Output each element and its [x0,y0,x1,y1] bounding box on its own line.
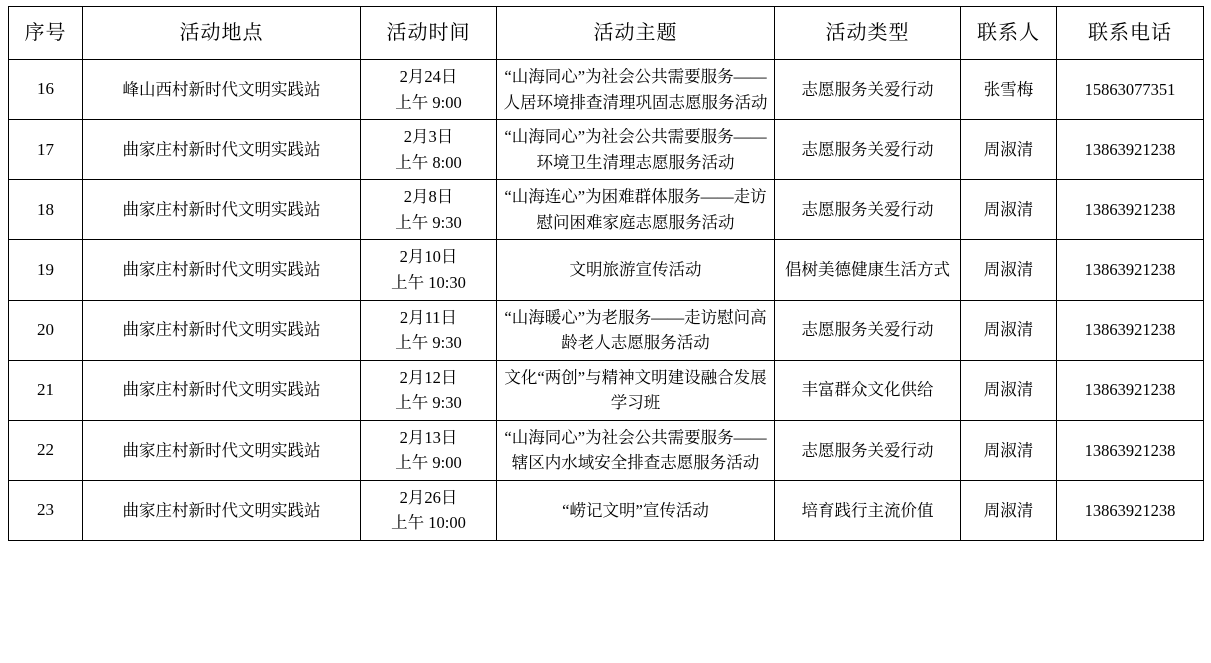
cell-time-date: 2月12日 [399,367,458,387]
cell-time-clock: 上午 10:00 [391,513,466,533]
activity-schedule-table [8,6,1204,541]
table-row [9,120,1204,180]
cell-contact: 周淑清 [961,360,1057,420]
cell-type: 倡树美德健康生活方式 [775,240,961,300]
cell-phone: 13863921238 [1057,300,1204,360]
cell-time-date: 2月11日 [399,307,458,327]
cell-theme: “山海同心”为社会公共需要服务——辖区内水域安全排查志愿服务活动 [497,420,775,480]
cell-type: 志愿服务关爱行动 [775,180,961,240]
cell-phone: 15863077351 [1057,60,1204,120]
cell-time-date: 2月24日 [399,67,458,86]
cell-contact: 周淑清 [961,120,1057,180]
cell-time-date: 2月3日 [403,127,454,147]
cell-place: 曲家庄村新时代文明实践站 [83,360,361,420]
column-header-type: 活动类型 [775,7,961,60]
cell-time-clock: 上午 10:30 [391,272,466,292]
table-row [9,240,1204,300]
cell-theme: “崂记文明”宣传活动 [497,480,775,540]
table-row [9,300,1204,360]
cell-index: 22 [9,420,83,480]
table-header [9,7,1204,60]
column-header-place: 活动地点 [83,7,361,60]
cell-place: 曲家庄村新时代文明实践站 [83,240,361,300]
cell-time [361,240,497,300]
cell-place: 曲家庄村新时代文明实践站 [83,420,361,480]
cell-time-date: 2月26日 [399,487,458,507]
cell-time-clock: 上午 9:30 [395,333,462,353]
cell-index: 21 [9,360,83,420]
cell-type: 志愿服务关爱行动 [775,420,961,480]
table-header-row [9,7,1204,60]
cell-index: 19 [9,240,83,300]
cell-place: 曲家庄村新时代文明实践站 [83,300,361,360]
cell-contact: 周淑清 [961,240,1057,300]
cell-theme: “山海同心”为社会公共需要服务——人居环境排查清理巩固志愿服务活动 [497,60,775,120]
cell-contact: 周淑清 [961,480,1057,540]
cell-place: 曲家庄村新时代文明实践站 [83,480,361,540]
cell-time [361,180,497,240]
table-row [9,420,1204,480]
cell-phone: 13863921238 [1057,420,1204,480]
cell-index: 20 [9,300,83,360]
cell-place: 峰山西村新时代文明实践站 [83,60,361,120]
cell-theme: 文化“两创”与精神文明建设融合发展学习班 [497,360,775,420]
cell-type: 丰富群众文化供给 [775,360,961,420]
cell-time [361,420,497,480]
cell-phone: 13863921238 [1057,240,1204,300]
table-row [9,360,1204,420]
cell-type: 志愿服务关爱行动 [775,60,961,120]
cell-time-date: 2月13日 [399,427,458,447]
cell-phone: 13863921238 [1057,480,1204,540]
cell-index: 23 [9,480,83,540]
cell-theme: 文明旅游宣传活动 [497,240,775,300]
cell-index: 17 [9,120,83,180]
cell-index: 16 [9,60,83,120]
column-header-theme: 活动主题 [497,7,775,60]
cell-contact: 周淑清 [961,300,1057,360]
cell-time-clock: 上午 9:00 [395,453,462,473]
cell-contact: 张雪梅 [961,60,1057,120]
table-row [9,60,1204,120]
cell-time [361,480,497,540]
cell-theme: “山海连心”为困难群体服务——走访慰问困难家庭志愿服务活动 [497,180,775,240]
cell-time-clock: 上午 8:00 [395,152,462,172]
cell-phone: 13863921238 [1057,120,1204,180]
cell-type: 志愿服务关爱行动 [775,120,961,180]
cell-theme: “山海暖心”为老服务——走访慰问高龄老人志愿服务活动 [497,300,775,360]
cell-type: 培育践行主流价值 [775,480,961,540]
cell-time-date: 2月8日 [403,187,454,207]
table-row [9,180,1204,240]
cell-time-clock: 上午 9:30 [395,212,462,232]
cell-index: 18 [9,180,83,240]
cell-contact: 周淑清 [961,420,1057,480]
cell-time [361,360,497,420]
column-header-contact: 联系人 [961,7,1057,60]
cell-time [361,120,497,180]
table-body [9,60,1204,541]
cell-time-clock: 上午 9:30 [395,393,462,413]
table-row [9,480,1204,540]
cell-time [361,60,497,120]
cell-time [361,300,497,360]
cell-contact: 周淑清 [961,180,1057,240]
cell-phone: 13863921238 [1057,180,1204,240]
cell-place: 曲家庄村新时代文明实践站 [83,180,361,240]
cell-type: 志愿服务关爱行动 [775,300,961,360]
cell-phone: 13863921238 [1057,360,1204,420]
cell-place: 曲家庄村新时代文明实践站 [83,120,361,180]
cell-time-clock: 上午 9:00 [395,92,462,112]
column-header-time: 活动时间 [361,7,497,60]
cell-time-date: 2月10日 [399,247,458,267]
column-header-index: 序号 [9,7,83,60]
cell-theme: “山海同心”为社会公共需要服务——环境卫生清理志愿服务活动 [497,120,775,180]
column-header-phone: 联系电话 [1057,7,1204,60]
